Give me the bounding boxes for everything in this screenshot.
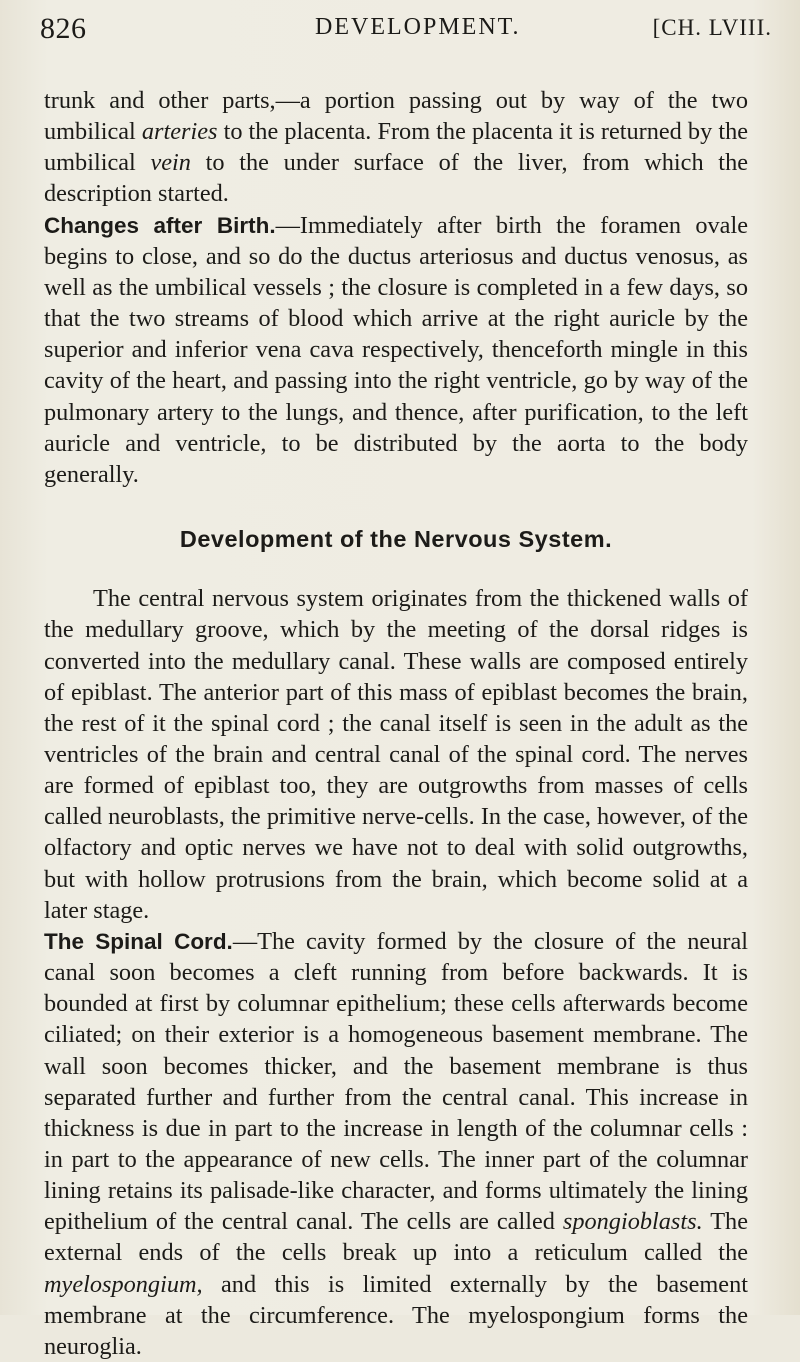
paragraph-text: —The cavity formed by the closure of the neural canal soon becomes a cleft running from before backwards. It is bounded at first by columnar epithelium; these cells afterwards become ciliated; on their exterior is a homogeneous basement membrane. The wall soon becomes thicker, and the basement membrane is thus separated further and further from the central canal. This increase in thickness is due in part to the increase in length of the columnar cells : in part to the appearance of new cells. The inner part of the columnar lining retains its palisade-like character, and forms ultimately the lining epithelium of the central canal. The cells are called (44, 927, 748, 1236)
italic-term: spongioblasts. (562, 1208, 703, 1236)
page-header (40, 10, 780, 60)
paragraph-text: The central nervous system originates from the thickened walls of the medullary groove, which by the meeting of the dorsal ridges is converted into the medullary canal. These walls are composed entirely of epiblast. The anterior part of this mass of epiblast becomes the brain, the rest of it the spinal cord ; the canal itself is seen in the adult as the ventricles of the brain and central canal of the spinal cord. The nerves are formed of epiblast too, they are outgrowths from masses of cells called neuroblasts, the primitive nerve-cells. In the case, however, of the olfactory and optic nerves we have not to deal with solid outgrowths, but with hollow protrusions from the brain, which become solid at a later stage. (44, 585, 748, 924)
italic-term: arteries (141, 118, 218, 146)
paragraph-heading: The Spinal Cord. (44, 928, 233, 954)
page-number: 826 (40, 12, 87, 45)
paragraph-spinal-cord (44, 926, 748, 1362)
paragraph-changes-after-birth (44, 210, 748, 490)
paragraph-text: to the under surface of the liver, from which the description started. (44, 149, 748, 208)
paragraph-circulation-end (44, 85, 748, 210)
paragraph-text: The external ends of the cells break up into a reticulum called the (44, 1208, 748, 1267)
section-title: Development of the Nervous System. (179, 526, 613, 553)
paragraph-text: and this is limited externally by the basement membrane at the circumference. The myelospongium forms the neuroglia. (44, 1270, 748, 1360)
page-body (44, 85, 748, 1362)
paragraph-nervous-system (44, 583, 748, 926)
paragraph-heading: Changes after Birth. (44, 212, 276, 238)
chapter-reference: [CH. LVIII. (652, 15, 772, 40)
paragraph-text: —Immediately after birth the foramen ovale begins to close, and so do the ductus arteriosus and ductus venosus, as well as the umbilical vessels ; the closure is completed in a few days, so that the two streams of blood which arrive at the right auricle by the superior and inferior vena cava respectively, thenceforth mingle in this cavity of the heart, and passing into the right ventricle, go by way of the pulmonary artery to the lungs, and thence, after purification, to the left auricle and ventricle, to be distributed by the aorta to the body generally. (44, 211, 748, 488)
running-title: DEVELOPMENT. (315, 14, 521, 40)
italic-term: vein (150, 149, 191, 177)
italic-term: myelospongium, (44, 1270, 203, 1298)
paragraph-text: trunk and other parts,—a portion passing out by way of the two umbilical (44, 87, 748, 146)
paragraph-text: to the placenta. From the placenta it is returned by the umbilical (44, 118, 749, 177)
